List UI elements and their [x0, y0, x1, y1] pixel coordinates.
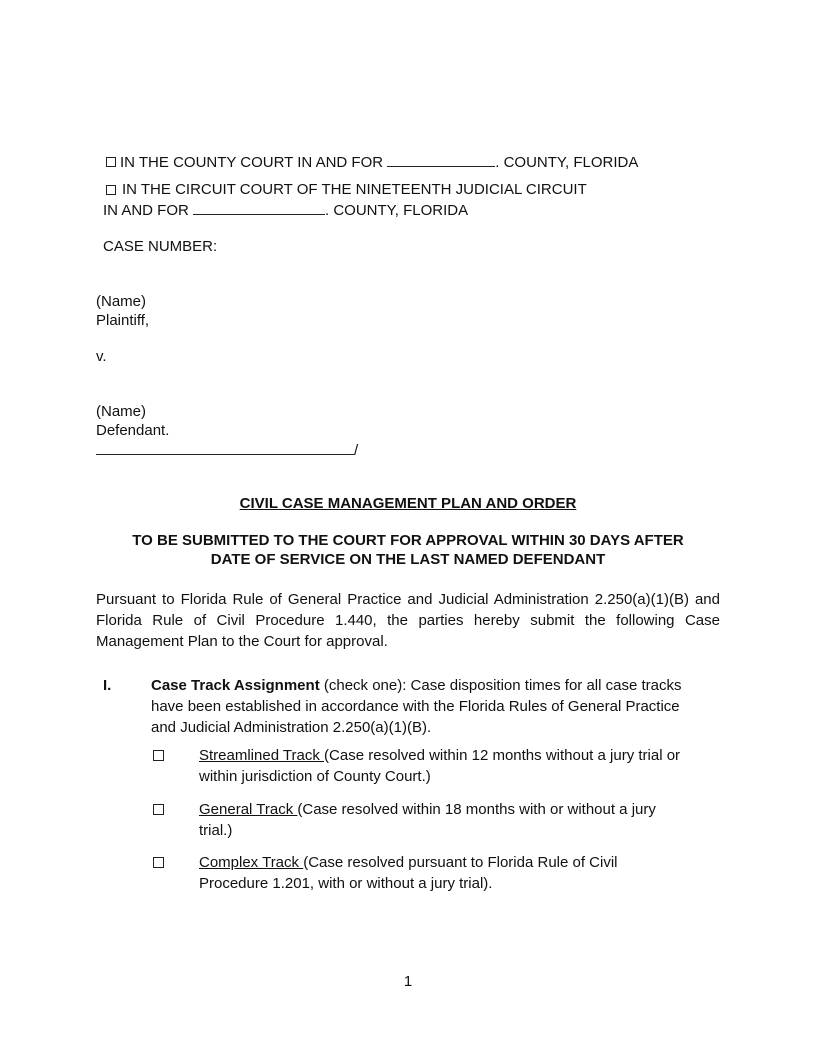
defendant-name: (Name) [96, 403, 147, 420]
plaintiff-name: (Name) [96, 293, 147, 310]
circuit-court-line2-prefix: IN AND FOR [103, 202, 189, 219]
streamlined-track-desc1: (Case resolved within 12 months without a jury trial or [324, 747, 681, 764]
case-number-label: CASE NUMBER: [103, 238, 218, 255]
complex-track-desc1: (Case resolved pursuant to Florida Rule of Civil [303, 854, 618, 871]
complex-track-desc2: Procedure 1.201, with or without a jury trial). [199, 875, 493, 892]
section-heading: Case Track Assignment [151, 677, 320, 694]
circuit-court-line2 [103, 200, 468, 221]
subtitle-line1: TO BE SUBMITTED TO THE COURT FOR APPROVAL WITHIN 30 DAYS AFTER [132, 532, 684, 549]
page-number: 1 [403, 973, 413, 990]
versus: v. [96, 348, 107, 365]
complex-track-name: Complex Track [199, 854, 304, 871]
plaintiff-label: Plaintiff, [96, 312, 150, 329]
document-title: CIVIL CASE MANAGEMENT PLAN AND ORDER [239, 495, 577, 512]
caption-slash: / [354, 442, 359, 459]
county-court-prefix: IN THE COUNTY COURT IN AND FOR [120, 154, 384, 171]
streamlined-track-option [199, 745, 719, 787]
streamlined-track-desc2: within jurisdiction of County Court.) [199, 768, 431, 785]
circuit-court-line2-suffix: . COUNTY, FLORIDA [325, 202, 469, 219]
general-track-option [199, 799, 719, 841]
county-court-line [120, 152, 638, 173]
section-line3: and Judicial Administration 2.250(a)(1)(B). [151, 719, 432, 736]
intro-paragraph: Pursuant to Florida Rule of General Practice and Judicial Administration 2.250(a)(1)(B) and Florida Rule of Civil Procedure 1.440, the parties hereby submit the following Case Management Plan to the Court for approval. [96, 591, 720, 650]
circuit-county-blank[interactable] [193, 200, 325, 215]
county-court-suffix: . COUNTY, FLORIDA [495, 154, 639, 171]
defendant-label: Defendant. [96, 422, 170, 439]
complex-track-checkbox[interactable] [153, 857, 164, 868]
circuit-court-line1: IN THE CIRCUIT COURT OF THE NINETEENTH JUDICIAL CIRCUIT [122, 181, 587, 198]
subtitle-line2: DATE OF SERVICE ON THE LAST NAMED DEFENDANT [210, 551, 606, 568]
caption-rule [96, 440, 354, 455]
county-name-blank[interactable] [387, 152, 495, 167]
general-track-desc1: (Case resolved within 18 months with or without a jury [297, 801, 656, 818]
section-line1 [151, 676, 682, 696]
general-track-checkbox[interactable] [153, 804, 164, 815]
streamlined-track-name: Streamlined Track [199, 747, 325, 764]
general-track-name: General Track [199, 801, 298, 818]
county-court-checkbox[interactable] [106, 157, 116, 167]
signature-line [96, 440, 358, 461]
section-line1-rest: (check one): Case disposition times for all case tracks [319, 677, 682, 694]
section-number: I. [103, 677, 112, 694]
section-line2: have been established in accordance with the Florida Rules of General Practice [151, 698, 680, 715]
circuit-court-checkbox[interactable] [106, 185, 116, 195]
streamlined-track-checkbox[interactable] [153, 750, 164, 761]
complex-track-option [199, 852, 719, 894]
general-track-desc2: trial.) [199, 822, 233, 839]
